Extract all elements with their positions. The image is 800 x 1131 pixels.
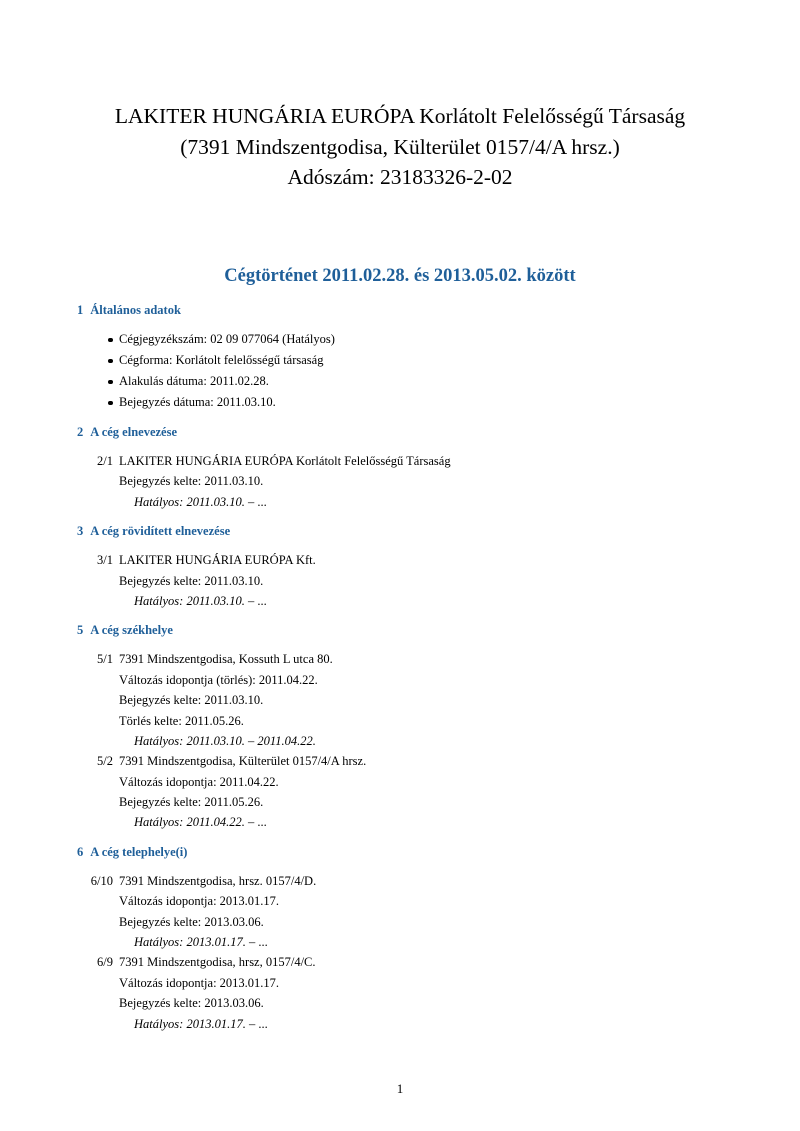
- tax-number: Adószám: 23183326-2-02: [287, 165, 513, 189]
- valid-from: 2013.01.17.: [186, 1016, 246, 1031]
- list-item: Cégjegyzékszám: 02 09 077064 (Hatályos): [107, 329, 737, 350]
- section-number: 2: [77, 425, 84, 439]
- entry-detail: Bejegyzés kelte: 2013.03.06.: [119, 914, 264, 929]
- section-number: 3: [77, 524, 84, 539]
- entry-6-9: [77, 952, 737, 1034]
- section-sites: [77, 842, 737, 1034]
- valid-to: ...: [258, 1016, 268, 1031]
- section-title-text: A cég elnevezése: [90, 425, 178, 439]
- section-general: [77, 300, 737, 413]
- company-name: LAKITER HUNGÁRIA EURÓPA Korlátolt Felelősségű Társaság: [114, 104, 686, 128]
- validity-label: Hatályos:: [134, 593, 184, 608]
- section-number: 5: [77, 623, 84, 638]
- validity-line: Hatályos: 2011.03.10. – ...: [134, 494, 267, 509]
- valid-to: ...: [257, 494, 267, 509]
- entry-5-1: [77, 649, 737, 751]
- entry-number: 6/10: [90, 873, 113, 888]
- valid-to: ...: [257, 815, 267, 830]
- entry-detail: Bejegyzés kelte: 2011.03.10.: [119, 693, 264, 708]
- entry-detail: Változás idopontja: 2011.04.22.: [119, 774, 279, 789]
- validity-line: Hatályos: 2011.04.22. – ...: [134, 815, 267, 830]
- list-item: Bejegyzés dátuma: 2011.03.10.: [107, 392, 737, 413]
- section-number: 1: [77, 303, 84, 317]
- entry-2-1: [77, 451, 737, 512]
- validity-label: Hatályos:: [134, 494, 184, 509]
- entry-text: 7391 Mindszentgodisa, Külterület 0157/4/A hrsz.: [119, 754, 367, 769]
- validity-label: Hatályos:: [134, 935, 184, 950]
- valid-from: 2013.01.17.: [186, 935, 246, 950]
- entry-text: 7391 Mindszentgodisa, hrsz, 0157/4/C.: [119, 955, 316, 970]
- section-seat: [77, 620, 737, 833]
- section-short-name: [77, 521, 737, 611]
- section-title: [77, 422, 737, 442]
- list-item: Cégforma: Korlátolt felelősségű társaság: [107, 350, 737, 371]
- section-title: [77, 300, 737, 320]
- document-header: [0, 101, 800, 193]
- valid-from: 2011.04.22.: [186, 815, 245, 830]
- validity-line: Hatályos: 2011.03.10. – ...: [134, 593, 267, 608]
- entry-6-10: [77, 871, 737, 953]
- entry-number: 6/9: [97, 955, 113, 970]
- entry-number: 5/2: [97, 754, 113, 769]
- validity-label: Hatályos:: [134, 1016, 184, 1031]
- entry-detail: Bejegyzés kelte: 2011.03.10.: [119, 573, 264, 588]
- validity-line: Hatályos: 2011.03.10. – 2011.04.22.: [134, 733, 316, 748]
- general-data-list: [107, 329, 737, 413]
- entry-text: LAKITER HUNGÁRIA EURÓPA Kft.: [119, 553, 316, 568]
- entry-detail: Változás idopontja: 2013.01.17.: [119, 975, 280, 990]
- section-name: [77, 422, 737, 512]
- valid-to: 2011.04.22.: [257, 733, 316, 748]
- entry-text: LAKITER HUNGÁRIA EURÓPA Korlátolt Felelősségű Társaság: [119, 454, 451, 468]
- section-title: [77, 521, 737, 541]
- valid-from: 2011.03.10.: [186, 593, 245, 608]
- entry-detail: Bejegyzés kelte: 2011.05.26.: [119, 795, 264, 810]
- company-address: (7391 Mindszentgodisa, Külterület 0157/4/A hrsz.): [180, 134, 620, 159]
- valid-from: 2011.03.10.: [186, 733, 245, 748]
- list-item: Alakulás dátuma: 2011.02.28.: [107, 371, 737, 392]
- valid-to: ...: [257, 593, 267, 608]
- entry-detail: Bejegyzés kelte: 2011.03.10.: [119, 474, 264, 489]
- entry-detail: Törlés kelte: 2011.05.26.: [119, 713, 244, 728]
- section-title: [77, 620, 737, 640]
- valid-from: 2011.03.10.: [186, 494, 245, 509]
- entry-detail: Változás idopontja: 2013.01.17.: [119, 894, 280, 909]
- document-title: Cégtörténet 2011.02.28. és 2013.05.02. között: [224, 266, 576, 286]
- validity-line: Hatályos: 2013.01.17. – ...: [134, 1016, 268, 1031]
- validity-line: Hatályos: 2013.01.17. – ...: [134, 935, 268, 950]
- validity-label: Hatályos:: [134, 815, 184, 830]
- entry-3-1: [77, 550, 737, 611]
- entry-detail: Változás idopontja (törlés): 2011.04.22.: [119, 672, 318, 687]
- section-title-text: A cég rövidített elnevezése: [90, 524, 231, 539]
- section-title-text: Általános adatok: [90, 303, 181, 317]
- entry-text: 7391 Mindszentgodisa, Kossuth L utca 80.: [119, 652, 333, 667]
- section-title-text: A cég székhelye: [90, 623, 173, 638]
- section-title: [77, 842, 737, 862]
- entry-number: 5/1: [97, 652, 113, 667]
- entry-5-2: [77, 751, 737, 833]
- section-number: 6: [77, 844, 84, 859]
- entry-number: 2/1: [97, 454, 113, 468]
- validity-label: Hatályos:: [134, 733, 184, 748]
- entry-detail: Bejegyzés kelte: 2013.03.06.: [119, 996, 264, 1011]
- section-title-text: A cég telephelye(i): [90, 844, 188, 859]
- page-number: 1: [396, 1081, 404, 1096]
- entry-number: 3/1: [97, 553, 113, 568]
- document-body: [77, 300, 737, 1034]
- valid-to: ...: [258, 935, 268, 950]
- entry-text: 7391 Mindszentgodisa, hrsz. 0157/4/D.: [119, 873, 317, 888]
